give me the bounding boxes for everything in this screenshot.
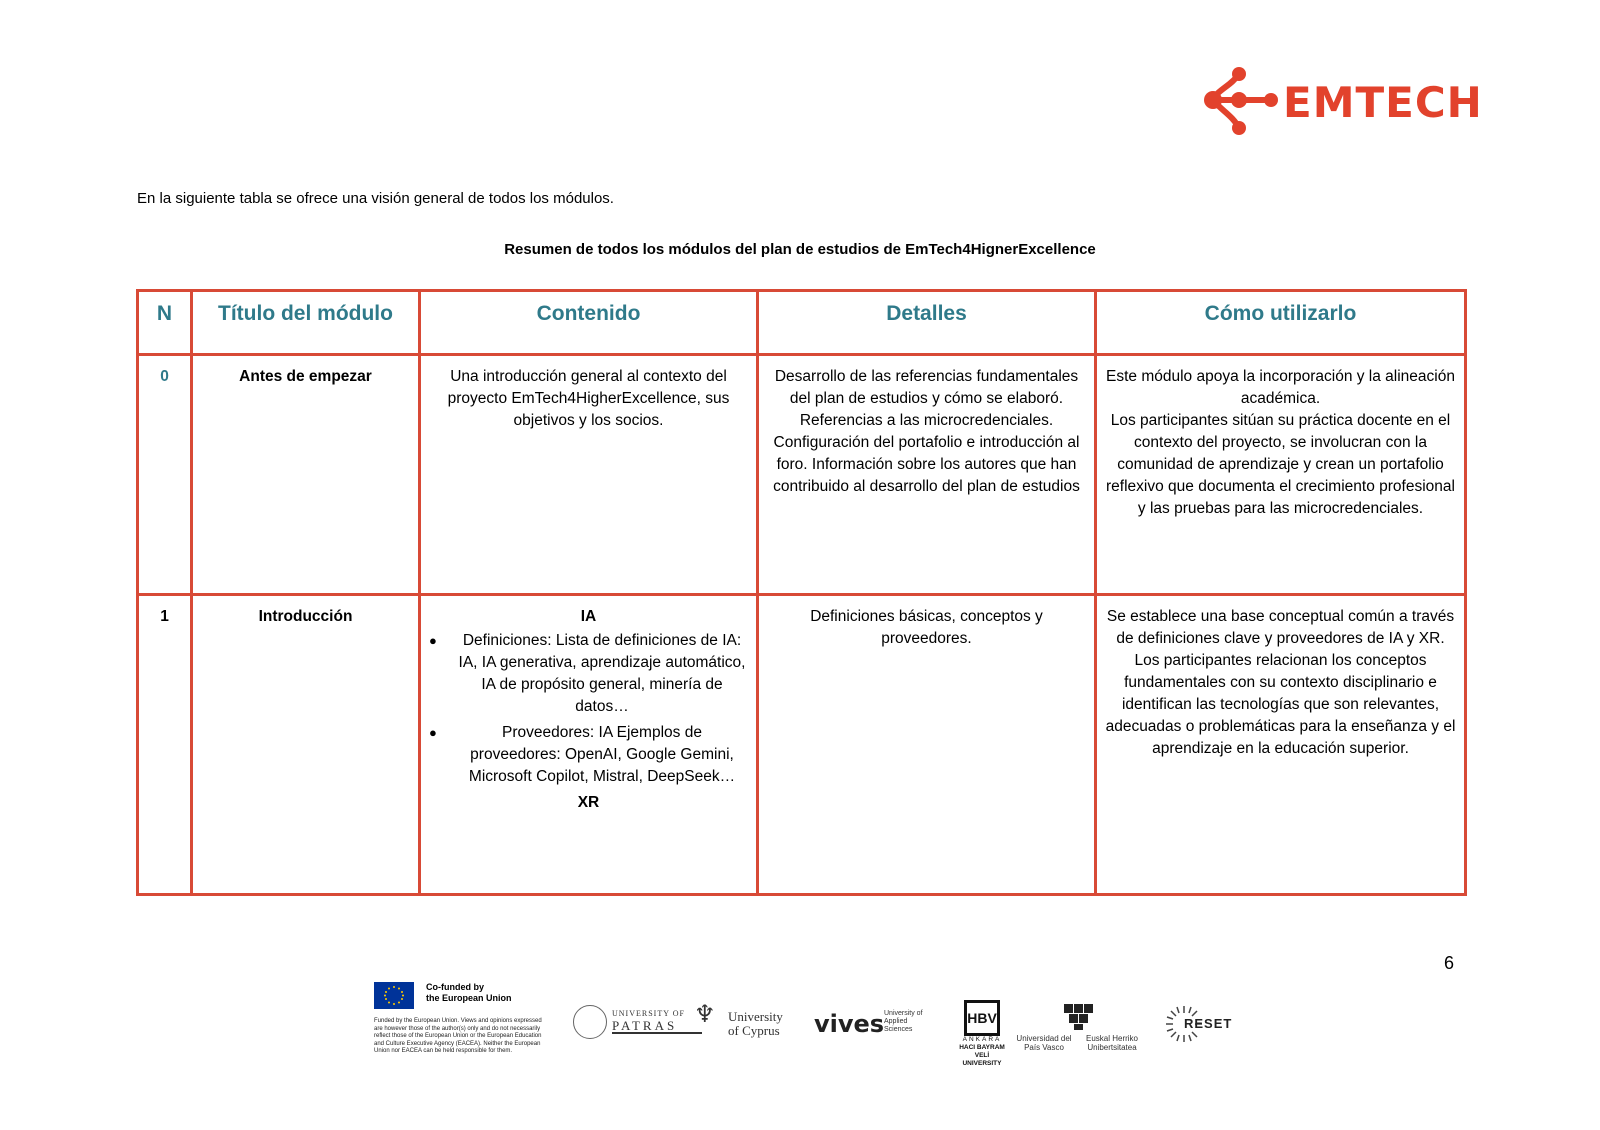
header-details: Detalles [758, 291, 1096, 355]
emtech-molecule-icon [1203, 66, 1281, 138]
module-details: Definiciones básicas, conceptos y proveedores. [758, 595, 1096, 895]
row-number: 0 [138, 355, 192, 595]
ehu-text: Euskal Herriko Unibertsitatea [1085, 1034, 1138, 1052]
header-usage: Cómo utilizarlo [1096, 291, 1466, 355]
footer-logos [374, 978, 1274, 1078]
eu-label-line: Co-funded by [426, 982, 484, 992]
hbv-text: HACI BAYRAM VELİ [959, 1044, 1005, 1059]
patras-text: UNIVERSITY OF [612, 1009, 685, 1018]
table-row [138, 355, 1466, 595]
table-row [138, 595, 1466, 895]
table-header-row [138, 291, 1466, 355]
vives-logo: vives [814, 1010, 885, 1038]
patras-seal-icon [573, 1005, 607, 1039]
header-content: Contenido [420, 291, 758, 355]
emtech-logo-text: EMTECH [1283, 77, 1483, 127]
emtech-logo [1203, 66, 1483, 138]
eu-label-line: the European Union [426, 993, 512, 1003]
content-heading-ia: IA [580, 608, 597, 625]
header-module-title: Título del módulo [192, 291, 420, 355]
content-bullet-list [429, 630, 748, 788]
usage-paragraph: Los participantes sitúan su práctica docente en el contexto del proyecto, se involucran con la comunidad de aprendizaje y crean un portafolio reflexivo que documenta el crecimiento profesional y las pruebas para las microcredenciales. [1106, 412, 1455, 517]
module-title: Introducción [192, 595, 420, 895]
content-heading-xr: XR [577, 794, 600, 811]
usage-paragraph: Los participantes relacionan los conceptos fundamentales con su contexto disciplinario e identifican las tecnologías que son relevantes, adecuadas o problemáticas para la enseñanza y el aprendizaje en la educación superior. [1105, 652, 1456, 757]
usage-paragraph: Se establece una base conceptual común a través de definiciones clave y proveedores de IA y XR. [1106, 608, 1455, 647]
eu-disclaimer: Funded by the European Union. Views and opinions expressed are however those of the author(s) only and do not necessarily reflect those of the European Union or the European Education and Culture Executive Agency (EACEA). Neither the European Union nor EACEA can be held responsible for them. [374, 1018, 542, 1054]
usage-paragraph: Este módulo apoya la incorporación y la alineación académica. [1106, 368, 1455, 407]
page-number: 6 [1444, 953, 1455, 973]
list-item: ● Proveedores: IA Ejemplos de proveedores: OpenAI, Google Gemini, Microsoft Copilot, Mistral, DeepSeek… [456, 722, 748, 788]
list-item: ● Definiciones: Lista de definiciones de IA: IA, IA generativa, aprendizaje automático, IA de propósito general, minería de datos… [456, 630, 748, 718]
table-caption: Resumen de todos los módulos del plan de estudios de EmTech4HignerExcellence [504, 241, 1096, 258]
cyprus-tree-icon: ♆ [694, 1002, 716, 1028]
module-usage [1096, 595, 1466, 895]
module-title: Antes de empezar [192, 355, 420, 595]
intro-paragraph: En la siguiente tabla se ofrece una visión general de todos los módulos. [137, 190, 614, 207]
module-content [420, 595, 758, 895]
reset-logo [1164, 1004, 1244, 1044]
hbv-text: UNIVERSITY [962, 1060, 1002, 1067]
row-number: 1 [138, 595, 192, 895]
cyprus-text: University [728, 1009, 783, 1024]
eu-flag-icon [374, 982, 414, 1009]
ehu-text: Universidad del País Vasco [1016, 1034, 1072, 1052]
hbv-text: ANKARA [962, 1036, 1002, 1043]
module-usage [1096, 355, 1466, 595]
module-content: Una introducción general al contexto del proyecto EmTech4HigherExcellence, sus objetivos y los socios. [420, 355, 758, 595]
ehu-emblem-icon [1062, 1000, 1096, 1030]
vives-subtitle: University of Applied Sciences [884, 1010, 923, 1033]
cyprus-text: of Cyprus [728, 1023, 780, 1038]
module-details: Desarrollo de las referencias fundamentales del plan de estudios y cómo se elaboró. Referencias a las microcredenciales. Configuración del portafolio e introducción al foro. Información sobre los autores que han contribuido al desarrollo del plan de estudios [758, 355, 1096, 595]
hbv-university-logo [952, 1000, 1012, 1068]
eu-cofunded-label [426, 982, 512, 1004]
patras-text: PATRAS [612, 1020, 702, 1034]
hbv-mark-icon: HBV [964, 1000, 1000, 1036]
header-n: N [138, 291, 192, 355]
modules-table [136, 289, 1467, 896]
reset-text: RESET [1184, 1016, 1233, 1031]
